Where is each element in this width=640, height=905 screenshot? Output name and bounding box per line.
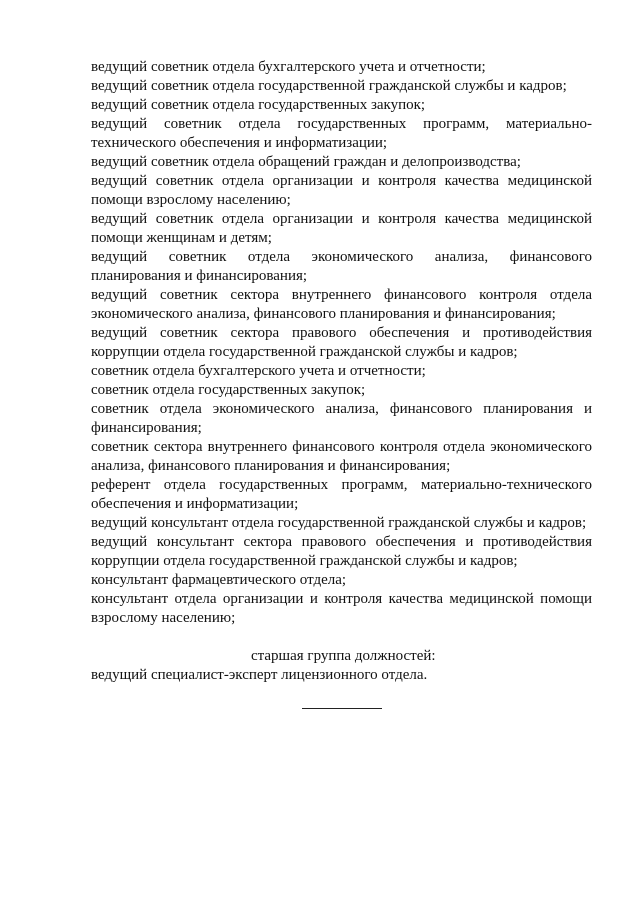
list-item: советник сектора внутреннего финансового контроля отдела экономического анализа, финансового планирования и финансирования; bbox=[91, 439, 592, 474]
list-item: ведущий советник сектора правового обеспечения и противодействия коррупции отдела государственной гражданской службы и кадров; bbox=[91, 325, 592, 360]
list-item: ведущий советник отдела обращений граждан и делопроизводства; bbox=[91, 154, 521, 170]
list-item: ведущий советник сектора внутреннего финансового контроля отдела экономического анализа, финансового планирования и финансирования; bbox=[91, 287, 592, 322]
document-body bbox=[91, 58, 592, 685]
section-gap bbox=[91, 628, 592, 647]
list-item: ведущий советник отдела экономического анализа, финансового планирования и финансирования; bbox=[91, 249, 592, 284]
list-item: ведущий консультант сектора правового обеспечения и противодействия коррупции отдела государственной гражданской службы и кадров; bbox=[91, 534, 592, 569]
section-heading: старшая группа должностей: bbox=[251, 648, 436, 664]
list-item: советник отдела экономического анализа, финансового планирования и финансирования; bbox=[91, 401, 592, 436]
list-item: консультант фармацевтического отдела; bbox=[91, 572, 347, 588]
list-item: советник отдела бухгалтерского учета и отчетности; bbox=[91, 363, 426, 379]
list-item: ведущий советник отдела государственных закупок; bbox=[91, 97, 426, 113]
list-item: ведущий советник отдела организации и контроля качества медицинской помощи взрослому населению; bbox=[91, 173, 592, 208]
list-item: ведущий специалист-эксперт лицензионного отдела. bbox=[91, 667, 428, 683]
list-item: ведущий советник отдела государственных программ, материально-технического обеспечения и информатизации; bbox=[91, 116, 592, 151]
closing-divider bbox=[302, 708, 382, 709]
list-item: ведущий консультант отдела государственной гражданской службы и кадров; bbox=[91, 515, 587, 531]
list-item: ведущий советник отдела государственной гражданской службы и кадров; bbox=[91, 78, 567, 94]
list-item: референт отдела государственных программ, материально-технического обеспечения и информатизации; bbox=[91, 477, 592, 512]
list-item: советник отдела государственных закупок; bbox=[91, 382, 366, 398]
list-item: ведущий советник отдела организации и контроля качества медицинской помощи женщинам и детям; bbox=[91, 211, 592, 246]
list-item: консультант отдела организации и контроля качества медицинской помощи взрослому населению; bbox=[91, 591, 592, 626]
list-item: ведущий советник отдела бухгалтерского учета и отчетности; bbox=[91, 59, 486, 75]
